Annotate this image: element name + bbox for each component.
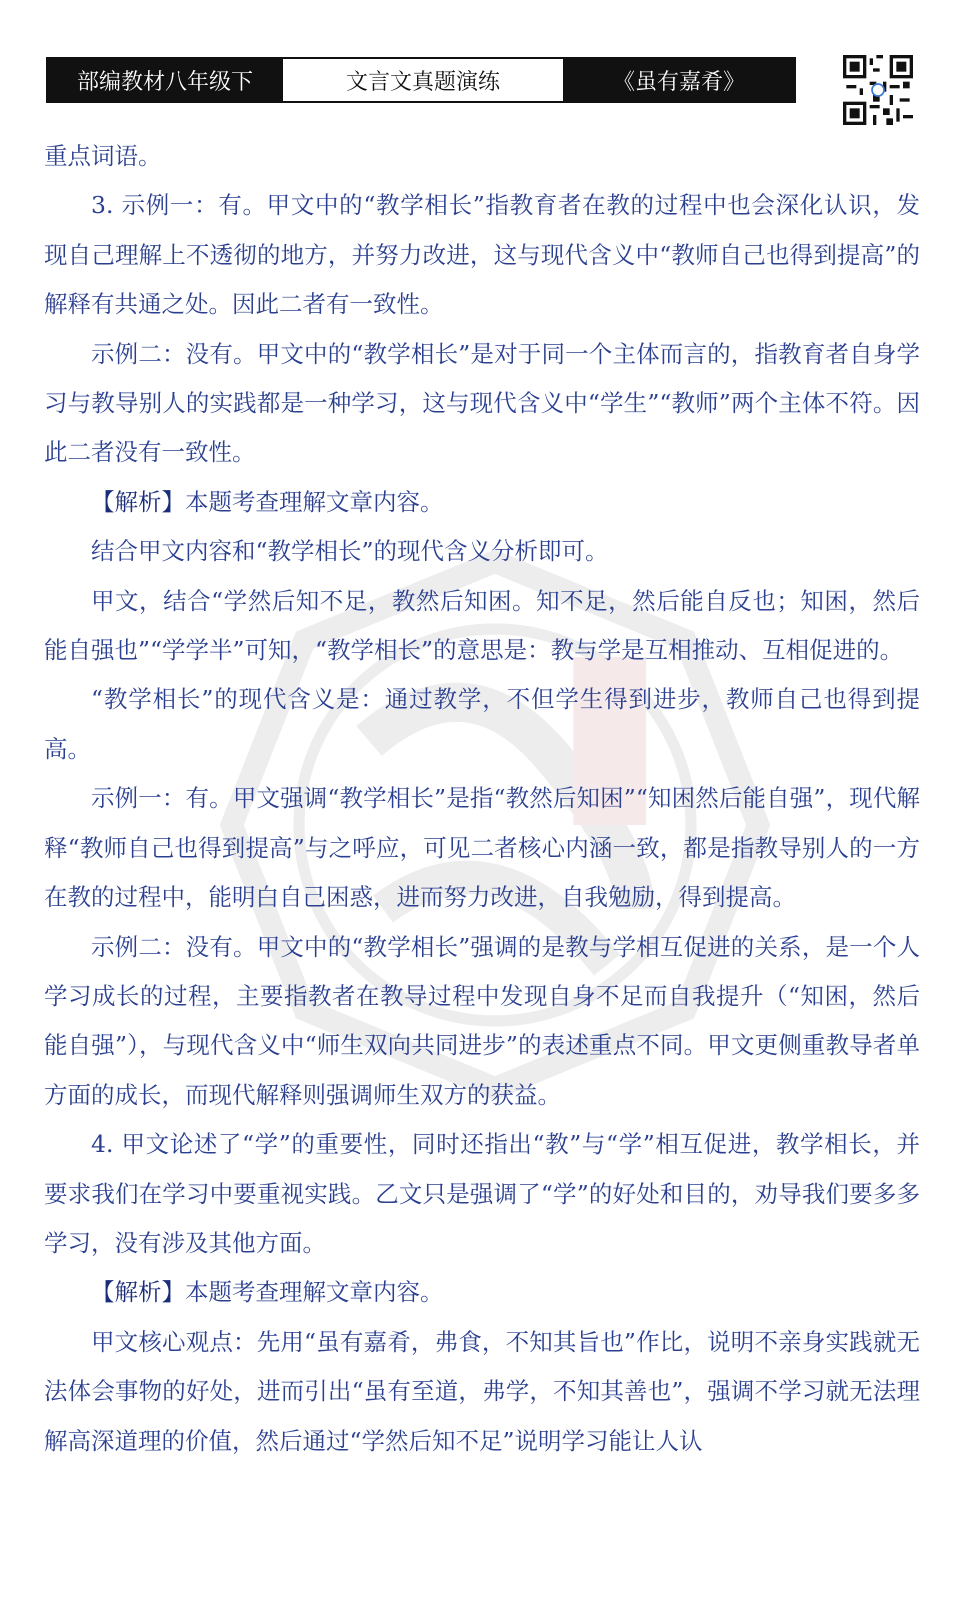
qr-code-icon[interactable] (843, 55, 913, 125)
paragraph-0: 重点词语。 (44, 142, 162, 170)
paragraph-9: 4. 甲文论述了“学”的重要性，同时还指出“教”与“学”相互促进，教学相长，并要求我们在学习中要重视实践。乙文只是强调了“学”的好处和目的，劝导我们要多多学习，没有涉及其他方面。 (44, 1130, 920, 1257)
header-section-title: 文言文真题演练 (282, 59, 564, 101)
analysis-tag: 【解析】 (91, 487, 185, 516)
paragraph-5: 甲文，结合“学然后知不足，教然后知困。知不足，然后能自反也；知困，然后能自强也”“学学半”可知，“教学相长”的意思是：教与学是互相推动、互相促进的。 (44, 586, 920, 665)
header-lesson-title: 《虽有嘉肴》 (564, 59, 794, 101)
analysis-tag: 【解析】 (91, 1278, 185, 1307)
analysis-text: 本题考查理解文章内容。 (185, 487, 444, 516)
paragraph-6: “教学相长”的现代含义是：通过教学，不但学生得到进步，教师自己也得到提高。 (44, 685, 920, 763)
answer-content (44, 132, 920, 1466)
paragraph-7: 示例一：有。甲文强调“教学相长”是指“教然后知困”“知困然后能自强”，现代解释“教师自己也得到提高”与之呼应，可见二者核心内涵一致，都是指教导别人的一方在教的过程中，能明白自己困惑，进而努力改进，自我勉励，得到提高。 (44, 784, 920, 912)
paragraph-2: 示例二：没有。甲文中的“教学相长”是对于同一个主体而言的，指教育者自身学习与教导别人的实践都是一种学习，这与现代含义中“学生”“教师”两个主体不符。因此二者没有一致性。 (44, 339, 920, 467)
page-header (46, 57, 796, 103)
analysis-text: 本题考查理解文章内容。 (185, 1278, 444, 1307)
paragraph-11: 甲文核心观点：先用“虽有嘉肴，弗食，不知其旨也”作比，说明不亲身实践就无法体会事物的好处，进而引出“虽有至道，弗学，不知其善也”，强调不学习就无法理解高深道理的价值，然后通过“学然后知不足”说明学习能让人认 (44, 1327, 920, 1455)
paragraph-8: 示例二：没有。甲文中的“教学相长”强调的是教与学相互促进的关系，是一个人学习成长的过程，主要指教者在教导过程中发现自身不足而自我提升（“知困，然后能自强”），与现代含义中“师生双向共同进步”的表述重点不同。甲文更侧重教导者单方面的成长，而现代解释则强调师生双方的获益。 (44, 932, 920, 1109)
paragraph-4: 结合甲文内容和“教学相长”的现代含义分析即可。 (91, 537, 609, 566)
paragraph-3 (44, 478, 920, 527)
header-grade-label: 部编教材八年级下 (48, 59, 282, 101)
paragraph-10 (44, 1268, 920, 1317)
paragraph-1: 3. 示例一：有。甲文中的“教学相长”指教育者在教的过程中也会深化认识，发现自己理解上不透彻的地方，并努力改进，这与现代含义中“教师自己也得到提高”的解释有共通之处。因此二者有一致性。 (44, 191, 920, 319)
